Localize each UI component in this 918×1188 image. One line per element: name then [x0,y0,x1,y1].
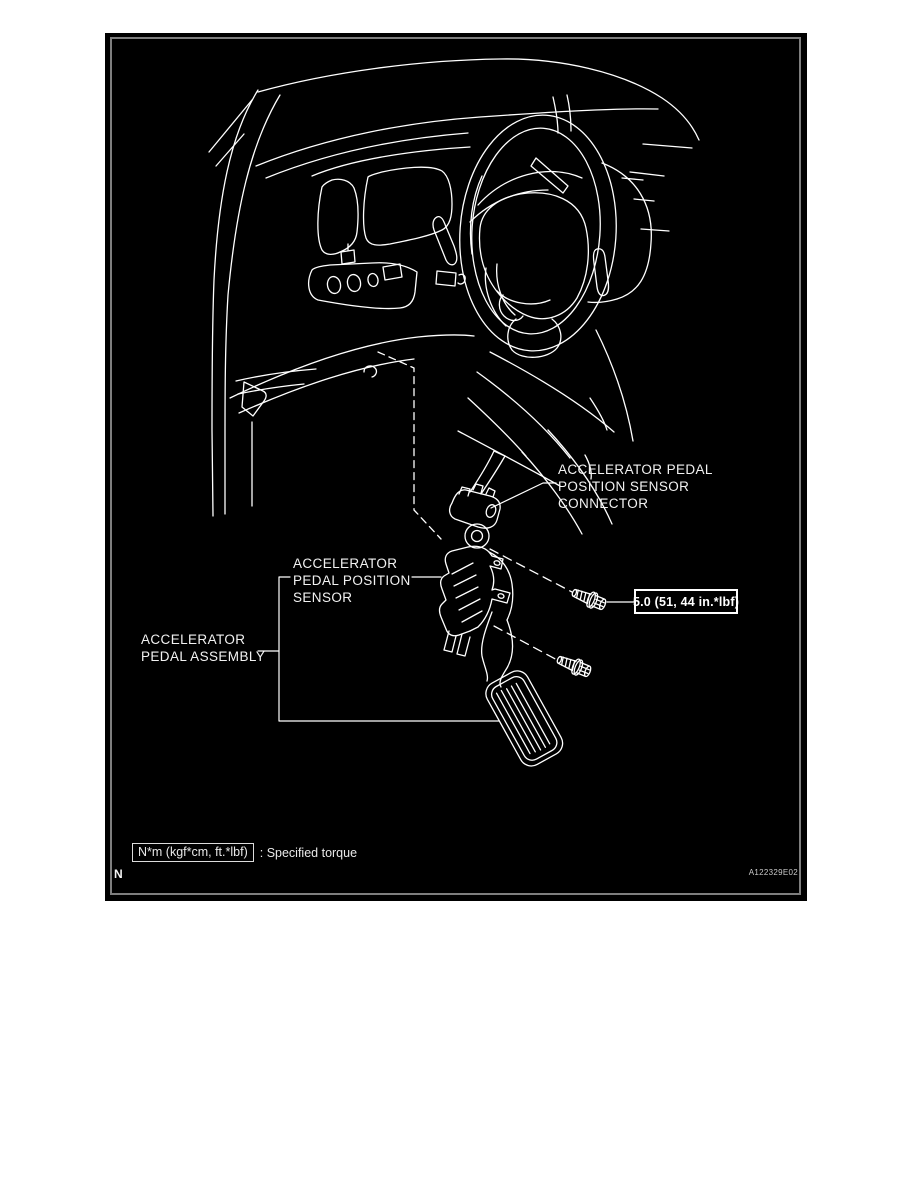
lower-dash [230,335,474,416]
label-connector [558,461,713,512]
label-assembly-line2: PEDAL ASSEMBLY [141,649,266,664]
torque-value-box [634,589,738,614]
label-sensor-line1: ACCELERATOR [293,556,398,571]
bolt-lower [555,652,593,680]
position-sensor-art [440,524,513,656]
service-manual-figure [105,33,807,901]
dashed-locator-line [378,352,441,539]
pedal-arm [482,612,513,687]
steering-wheel [452,110,624,357]
dash-right [585,144,692,479]
dash-top [256,109,658,178]
label-connector-line1: ACCELERATOR PEDAL [558,462,713,477]
torque-unit-box: N*m (kgf*cm, ft.*lbf) [132,843,254,862]
instrument-cluster [318,167,452,254]
a-pillar [209,90,280,516]
torque-note [132,843,357,862]
figure-code: A122329E02 [748,868,798,877]
nav-letter: N [114,867,123,881]
center-panel [309,244,417,309]
label-sensor-line3: SENSOR [293,590,353,605]
label-assembly [141,631,265,665]
label-connector-line3: CONNECTOR [558,496,649,511]
label-sensor [293,555,411,606]
sensor-connector-art [450,451,505,528]
pedal-pad [482,667,567,771]
torque-note-text: : Specified torque [259,845,358,860]
label-connector-line2: POSITION SENSOR [558,479,690,494]
roof-line [258,59,699,140]
bolt-upper [570,585,608,613]
label-sensor-line2: PEDAL POSITION [293,573,411,588]
torque-value: 5.0 (51, 44 in.*lbf) [632,594,740,609]
label-assembly-line1: ACCELERATOR [141,632,246,647]
